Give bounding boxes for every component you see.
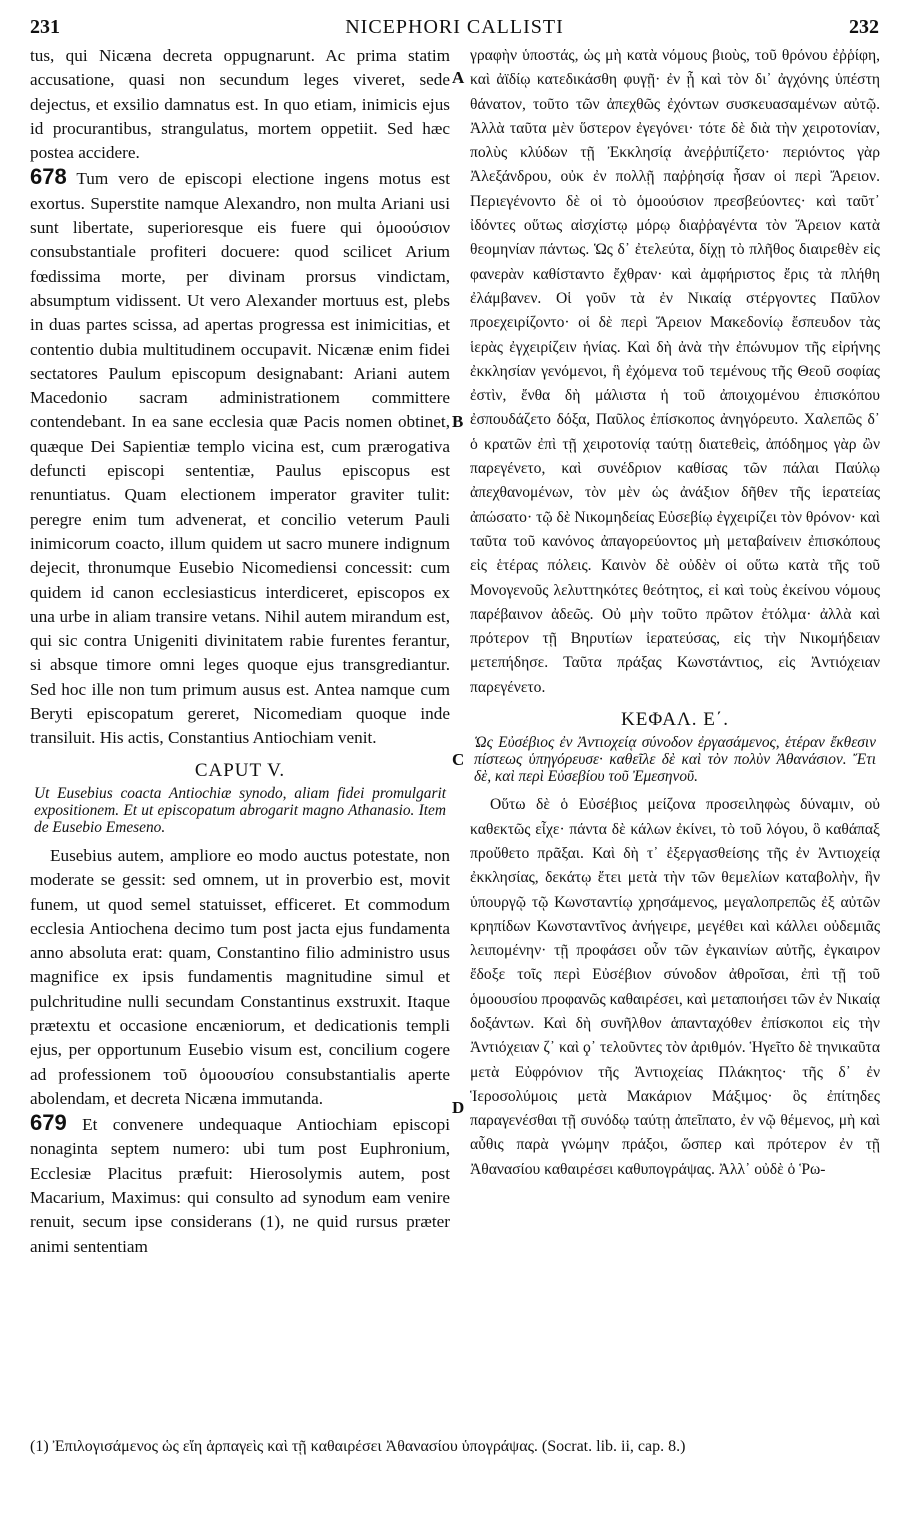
margin-marker-b: B	[452, 412, 464, 431]
greek-column	[470, 44, 880, 1182]
greek-chapter-summary: Ὡς Εὐσέβιος ἐν Ἀντιοχείᾳ σύνοδον ἐργασάμενος, ἑτέραν ἔκθεσιν πίστεως ὑπηγόρευσε· καθεῖλε δὲ καὶ τὸν πολὺν Ἀθανάσιον. Ἔτι δὲ, καὶ περὶ Εὐσεβίου τοῦ Ἐμεσηνοῦ.	[474, 734, 876, 786]
right-page-number: 232	[849, 16, 879, 38]
latin-chapter-heading: CAPUT V.	[194, 759, 286, 781]
footnote: (1) Ἐπιλογισάμενος ὡς εἴη ἁρπαγεὶς καὶ τῇ καθαιρέσει Ἀθανασίου ὑπογράψας. (Socrat. lib. ii, cap. 8.)	[30, 1438, 686, 1455]
running-header	[30, 10, 879, 40]
latin-paragraph-1: tus, qui Nicæna decreta oppugnarunt. Ac prima statim accusatione, quasi non secundum leges viveret, sede dejectus, et exsilio damnatus est. In quo etiam, inimicis ejus id procurantibus, strangulatus, mortem oppetiit. Sed hæc postea accidere.	[30, 46, 450, 163]
latin-paragraph-4: Et convenere undequaque Antiochiam episcopi nonaginta septem numero: ubi tum post Euphronium, Ecclesiæ Placitus præfuit: Hierosolymis autem, post Macarium, Maximus: qui consulto ad synodum eam venire renuit, secum ipse considerans (1), ne quid rursus præter animi sententiam	[30, 1115, 450, 1256]
margin-marker-a: A	[452, 68, 465, 87]
latin-paragraph-3: Eusebius autem, ampliore eo modo auctus potestate, non moderate se gessit: sed omnem, ut in proverbio est, movit funem, ut quod semel statuisset, efficeret. Et commodum ecclesia Antiochena decimo tum post jacta ejus fundamenta anno absoluta erat: quam, Constantino filio administro usus magnifice ex ipsis fundamentis magnitudine simul et pulchritudine nulli secundam Constantinus exstruxit. Itaque prætextu et occasione encæniorum, et dedicationis templi ejus, per opportunum Eusebio visum est, concilium cogere ad professionem τοῦ ὁμοουσίου consubstantialis aperte abolendam, et decreta Nicæna immutanda.	[30, 845, 450, 1108]
left-page-number: 231	[30, 16, 60, 38]
greek-paragraph-2: Οὕτω δὲ ὁ Εὐσέβιος μείζονα προσειληφὼς δύναμιν, οὐ καθεκτῶς εἶχε· πάντα δὲ κάλων ἐκίνει, τὸ τοῦ λόγου, ὃ καθάπαξ προὔθετο πρᾶξαι. Καὶ δὴ τ᾽ ἐξεργασθείσης τῆς ἐν Ἀντιοχείᾳ ἐκκλησίας, δεκάτῳ ἔτει μετὰ τὴν τῶν θεμελίων καταβολὴν, ἣν ὑπουργῷ τῷ Κωνσταντίῳ χρησάμενος, μεγαλοπρεπῶς ἐξ αὐτῶν κρηπίδων Κωνσταντῖνος ἀνήγειρε, μεγέθει καὶ κάλλει οὐδεμιᾶς λειπομένην· τῇ προφάσει οὖν τῶν ἐγκαινίων αὐτῆς, ἐγκαιρον ἔδοξε τοῖς περὶ Εὐσέβιον σύνοδον ἀθροῖσαι, ἐπὶ τῇ τοῦ ὁμοουσίου προφανῶς καθαιρέσει, καὶ μεταποιήσει τῶν ἐν Νικαίᾳ δοξάντων. Καὶ δὴ συνῆλθον ἁπανταχόθεν ἐπίσκοποι εἰς τὴν Ἀντιόχειαν ζ᾽ καὶ ϙ᾽ τελοῦντες τὸν ἀριθμόν. Ἡγεῖτο δὲ τηνικαῦτα μετὰ Εὐφρόνιον τῆς Ἀντιοχείας Πλάκητος· τῆς δ᾽ ἐν Ἱεροσολύμοις μετὰ Μακάριον Μάξιμος· ὃς ἐπίτηδες παραγενέσθαι τῇ συνόδῳ ταύτῃ ἀπεῖπατο, ἐν νῷ θέμενος, μὴ καὶ αὖθις παρὰ γνώμην πράξοι, ὥσπερ καὶ πρότερον ἐν τῇ Ἀθανασίου καθαιρέσει καθυπογράψας. Ἀλλ᾽ οὐδὲ ὁ Ῥω-	[470, 796, 880, 1178]
margin-marker-d: D	[452, 1098, 465, 1117]
latin-paragraph-2: Tum vero de episcopi electione ingens motus est exortus. Superstite namque Alexandro, non multa Ariani usi sunt libertate, superioresque eis fuere qui ὁμοούσιον consubstantiale profiteri docuere: quod scilicet Arium fœdissima morte, per divinam prorsus vindictam, absumptum vidissent. Ut vero Alexander mortuus est, plebs in duas partes scissa, ad apertas progressa est inimicitias, et contentio dubia multitudinem occupavit. Nicænæ enim fidei sectatores Paulum episcopum designabant: Ariani autem Macedonio sacram administrationem committere contendebant. In ea sane ecclesia quæ Pacis nomen obtinet, quæque Dei Sapientiæ templo vicina est, cum prærogativa defuncti episcopi sententiæ, Paulus episcopus est renuntiatus. Quam electionem imperator graviter tulit: peregre enim tum advenerat, et concilio veterum Pauli inimicorum coacto, illum quidem ut sacro munere indignum dejecit, thronumque Eusebio Nicomediensi concessit: cum quidem id canon ecclesiasticus interdiceret, episcopos ex una urbe in aliam transire vetans. Nihil autem mirandum est, qui sic contra Unigeniti divinitatem rabie furentes ferantur, si absque timore omni leges quoque ejus transgrediantur. Sed hoc ille non tum primum ausus est. Antea namque cum Beryti episcopatum gereret, Nicomediam quoque inde transiluit. His actis, Constantius Antiochiam venit.	[30, 169, 450, 748]
section-number-679: 679	[30, 1110, 67, 1136]
latin-column	[30, 44, 450, 1259]
running-title: NICEPHORI CALLISTI	[345, 16, 564, 38]
greek-chapter-heading: ΚΕΦΑΛ. Ε΄.	[621, 709, 729, 731]
margin-marker-c: C	[452, 750, 465, 769]
greek-paragraph-1: γραφὴν ὑποστάς, ὡς μὴ κατὰ νόμους βιοὺς, τοῦ θρόνου ἐῤῥίφη, καὶ ἀϊδίῳ κατεδικάσθη φυγῇ· ἐν ᾗ καὶ τὸν δι᾽ ἀγχόνης ὑπέστη θάνατον, τοῦτο τῶν ἀπεχθῶς ἐχόντων συσκευασαμένων αὐτῷ. Ἀλλὰ ταῦτα μὲν ὕστερον ἐγεγόνει· τότε δὲ διὰ τὴν χειροτονίαν, πολὺς κλύδων τῇ Ἐκκλησίᾳ ἀνεῤῥιπίζετο· περιόντος γὰρ Ἀλεξάνδρου, οὐκ ἐν πολλῇ παῤῥησίᾳ ἦσαν οἱ περὶ Ἄρειον. Περιεγένοντο δὲ οἱ τὸ ὁμοούσιον πρεσβεύοντες· καὶ ταῦτ᾽ ἰδόντες οὕτως αἰσχίστῳ μόρῳ διαῤῥαγέντα τὸν Ἄρειον κατὰ θεομηνίαν πάντως. Ὡς δ᾽ ἐτελεύτα, δίχῃ τὸ πλῆθος διαιρεθὲν εἰς φανερὰν καθίσταντο ἔχθραν· καὶ ἀμφήριστος ἔρις τὰ πλήθη ἐλάμβανεν. Οἱ γοῦν τὰ ἐν Νικαίᾳ στέργοντες Παῦλον προεχειρίζοντο· οἱ δὲ περὶ Ἄρειον Μακεδονίῳ ἔσπευδον τὰς ἱερὰς ἐγχειρίζειν ἡνίας. Καὶ δὴ ἀνὰ τὴν ἐπώνυμον τῆς εἰρήνης ἐκκλησίαν γενόμενοι, ἣ ἐχόμενα τοῦ τεμένους τῆς Θεοῦ σοφίας ἐστὶν, ἔνθα δὴ μάλιστα ἡ τοῦ ἀποιχομένου ἐπισκόπου ἐσπουδάζετο δόξα, Παῦλος ἐπίσκοπος ἀνηγόρευτο. Χαλεπῶς δ᾽ ὁ κρατῶν ἐπὶ τῇ χειροτονίᾳ ταύτῃ διατεθεὶς, ἀπόδημος γὰρ ὢν παρεγένετο, καὶ συνέδριον καθίσας τῶν πάλαι Παύλῳ ἀπεχθανομένων, τὸν μὲν ὡς ἀνάξιον δῆθεν τῆς ἱερατείας ἀπώσατο· τῷ δὲ Νικομηδείας Εὐσεβίῳ ἐγχειρίζει τὸν θρόνον· καὶ ταῦτα τοῦ κανόνος ἀπαγορεύοντος μὴ μεταβαίνειν ἐπισκόπους εἰς ἑτέρας πόλεις. Καινὸν δὲ οὐδὲν οἱ οὕτω κατὰ τῆς τοῦ Μονογενοῦς λελυττηκότες θεότητος, εἰ καὶ τοὺς ἐκείνου νόμους παρέβαινον ἀδεῶς. Οὐ μὴν τοῦτο πρῶτον ἐτόλμα· ἀλλὰ καὶ πρότερον τῇ Βηρυτίων ἱερατεύσας, εἰς τὴν Νικομήδειαν μετεπήδησε. Ταῦτα πράξας Κωνστάντιος, εἰς Ἀντιόχειαν παρεγένετο.	[470, 47, 880, 696]
latin-chapter-summary: Ut Eusebius coacta Antiochiæ synodo, aliam fidei promulgarit expositionem. Et ut episcopatum abrogarit magno Athanasio. Item de Eusebio Emeseno.	[34, 784, 446, 836]
section-number-678: 678	[30, 164, 67, 190]
